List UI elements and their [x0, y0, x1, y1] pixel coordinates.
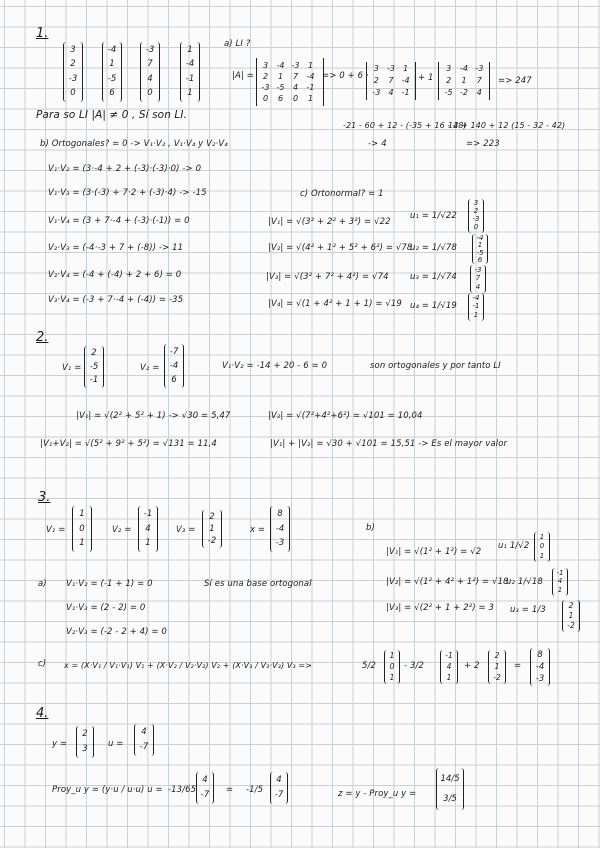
s4-u-label: u =	[108, 739, 124, 749]
s4-y-label: y =	[52, 739, 68, 749]
s1-unit-u3-vector: -3 7 4	[470, 265, 486, 293]
s4-projection-coef-2: -1/5	[246, 785, 264, 795]
s4-vector-z: 14/5 3/5	[436, 768, 464, 810]
s2-triangle-inequality: |V₁| + |V₂| = √30 + √101 = 15,51 -> Es el mayor valor	[270, 439, 508, 449]
s3-norm-v3: |V₃| = √(2² + 1 + 2²) = 3	[386, 603, 495, 613]
s3-unit-u2-label: u₂ 1/√18	[506, 577, 543, 587]
s3-v2-label: V₂ =	[112, 525, 132, 535]
s1-dot-v1v4: V₁·V₄ = (3 + 7·-4 + (-3)·(-1)) = 0	[48, 216, 190, 226]
s1-minor-1-result: -> 4	[368, 139, 387, 149]
s1-norm-v1: |V₁| = √(3² + 2² + 3²) = √22	[268, 217, 391, 227]
s3-x-label: x =	[250, 525, 266, 535]
section-4-number: 4.	[36, 706, 49, 721]
s3-c-coef-1: 5/2	[362, 661, 376, 671]
s2-norm-sum: |V₁+V₂| = √(5² + 9² + 5²) = √131 = 11,4	[40, 439, 217, 449]
s1-minor-1-expansion: -21 - 60 + 12 - (-35 + 16 - 48)	[343, 121, 467, 130]
s3-v3-label: V₃ =	[176, 525, 196, 535]
s4-projection-equals: =	[226, 785, 234, 795]
s1-a-label: a) LI ?	[224, 39, 251, 49]
s2-v2-label: V₂ =	[140, 363, 160, 373]
s3-dot-v1v3: V₁·V₃ = (2 - 2) = 0	[66, 603, 146, 613]
s1-minor-2-expansion: 12 + 140 + 12 (15 - 32 - 42)	[448, 121, 566, 130]
s1-dot-v3v4: V₃·V₄ = (-3 + 7·-4 + (-4)) = -35	[48, 295, 184, 305]
s3-c-coef-3: + 2	[464, 661, 480, 671]
s3-vector-v1: 1 0 1	[72, 506, 92, 552]
s3-vector-v2: -1 4 1	[138, 506, 158, 552]
s4-projection-vector-2: 4 -7	[270, 772, 288, 804]
s3-c-label: c)	[38, 659, 47, 669]
s1-b-label: b) Ortogonales? = 0 -> V₁·V₂ , V₁·V₄ y V₂·V₄	[40, 139, 228, 149]
s1-unit-u3-label: u₃ = 1/√74	[410, 272, 457, 282]
s1-vector-v1: 3 2 -3 0	[63, 42, 83, 102]
s4-vector-u: 4 -7	[134, 724, 154, 756]
s2-orthogonal-note: son ortogonales y por tanto LI	[370, 361, 501, 371]
s1-unit-u1-vector: 3 2 -3 0	[468, 199, 484, 233]
s1-unit-u4-vector: -4 -1 1	[468, 293, 484, 321]
s1-dot-v1v3: V₁·V₃ = (3·(-3) + 7·2 + (-3)·4) -> -15	[48, 188, 207, 198]
s1-norm-v2: |V₂| = √(4² + 1² + 5² + 6²) = √78	[268, 243, 413, 253]
s1-det-plus: + 1	[418, 73, 434, 83]
s2-v1-label: V₁ =	[62, 363, 82, 373]
s1-det-lhs: |A| =	[232, 71, 254, 81]
s3-dot-v1v2: V₁·V₂ = (-1 + 1) = 0	[66, 579, 153, 589]
s3-unit-u1-vector: 1 0 1	[534, 532, 550, 562]
s3-c-vector-1: 1 0 1	[384, 650, 400, 684]
section-2-number: 2.	[36, 330, 49, 345]
s1-det-minor-2: 3 -4 -3 2 1 7 -5 -2 4	[438, 62, 490, 100]
s1-det-result: => 247	[498, 76, 532, 86]
s4-projection-formula: Proy_u y = (y·u / u·u) u =	[52, 785, 163, 795]
s3-c-vector-2: -1 4 1	[440, 650, 458, 684]
s2-vector-v2: -7 -4 6	[164, 344, 184, 388]
s1-det-matrix-cells: 3 -4 -3 1 2 1 7 -4 -3 -5 4 -1 0 6 0 1	[261, 61, 315, 103]
s1-det-mid: => 0 + 6 ·	[322, 71, 369, 81]
s2-dot-product: V₁·V₂ = -14 + 20 - 6 = 0	[222, 361, 328, 371]
s2-norm-v1: |V₁| = √(2² + 5² + 1) -> √30 = 5,47	[76, 411, 231, 421]
s3-vector-x: 8 -4 -3	[270, 506, 290, 552]
s3-dot-v2v3: V₂·V₃ = (-2 - 2 + 4) = 0	[66, 627, 167, 637]
s3-unit-u3-label: u₃ = 1/3	[510, 605, 546, 615]
s3-unit-u2-vector: -1 4 1	[552, 568, 568, 596]
s1-unit-u2-vector: -4 1 -5 6	[472, 234, 488, 264]
s2-vector-v1: 2 -5 -1	[84, 346, 104, 388]
section-3-number: 3.	[38, 490, 51, 505]
s3-unit-u3-vector: 2 1 -2	[562, 600, 580, 632]
section-1-number: 1.	[36, 26, 49, 41]
s4-vector-y: 2 3	[76, 726, 94, 758]
s1-dot-v2v3: V₂·V₃ = (-4·-3 + 7 + (-8)) -> 11	[48, 243, 184, 253]
s3-norm-v1: |V₁| = √(1² + 1²) = √2	[386, 547, 482, 557]
s1-minor-2-result: => 223	[466, 139, 500, 149]
s4-projection-vector-1: 4 -7	[196, 772, 214, 804]
s1-dot-v2v4: V₂·V₄ = (-4 + (-4) + 2 + 6) = 0	[48, 270, 182, 280]
s3-c-equals: =	[514, 661, 522, 671]
s2-norm-v2: |V₂| = √(7²+4²+6²) = √101 = 10,04	[268, 411, 423, 421]
s3-c-coef-2: - 3/2	[404, 661, 424, 671]
s4-projection-coef-1: -13/65	[168, 785, 197, 795]
s3-orthogonal-basis-note: Sí es una base ortogonal	[204, 579, 312, 589]
s1-unit-u2-label: u₂ = 1/√78	[410, 243, 457, 253]
s1-norm-v3: |V₃| = √(3² + 7² + 4²) = √74	[266, 272, 389, 282]
s3-v1-label: V₁ =	[46, 525, 66, 535]
s3-a-label: a)	[38, 579, 47, 589]
s3-unit-u1-label: u₁ 1/√2	[498, 541, 530, 551]
s1-vector-v2: -4 1 -5 6	[102, 42, 122, 102]
s4-z-formula: z = y - Proy_u y =	[338, 789, 417, 799]
s1-c-label: c) Ortonormal? = 1	[300, 189, 384, 199]
s3-vector-v3: 2 1 -2	[202, 510, 222, 548]
s1-dot-v1v2: V₁·V₂ = (3·-4 + 2 + (-3)·(-3)·0) -> 0	[48, 164, 202, 174]
s3-b-label: b)	[366, 523, 375, 533]
s1-vector-v4: 1 -4 -1 1	[180, 42, 200, 102]
s1-vector-v3: -3 7 4 0	[140, 42, 160, 102]
s3-c-vector-3: 2 1 -2	[488, 650, 506, 684]
s1-conclusion: Para so LI |A| ≠ 0 , Sí son LI.	[36, 109, 187, 121]
s3-c-projection-formula: x = (X·V₁ / V₁·V₁) V₁ + (X·V₂ / V₂·V₂) V₂ + (X·V₃ / V₃·V₃) V₃ =>	[64, 661, 313, 670]
s1-norm-v4: |V₄| = √(1 + 4² + 1 + 1) = √19	[268, 299, 402, 309]
s1-unit-u4-label: u₄ = 1/√19	[410, 301, 457, 311]
s1-unit-u1-label: u₁ = 1/√22	[410, 211, 457, 221]
s3-c-result-vector: 8 -4 -3	[530, 648, 550, 686]
s3-norm-v2: |V₂| = √(1² + 4² + 1²) = √18	[386, 577, 509, 587]
s1-det-minor-1: 3 -3 1 2 7 -4 -3 4 -1	[366, 62, 416, 100]
